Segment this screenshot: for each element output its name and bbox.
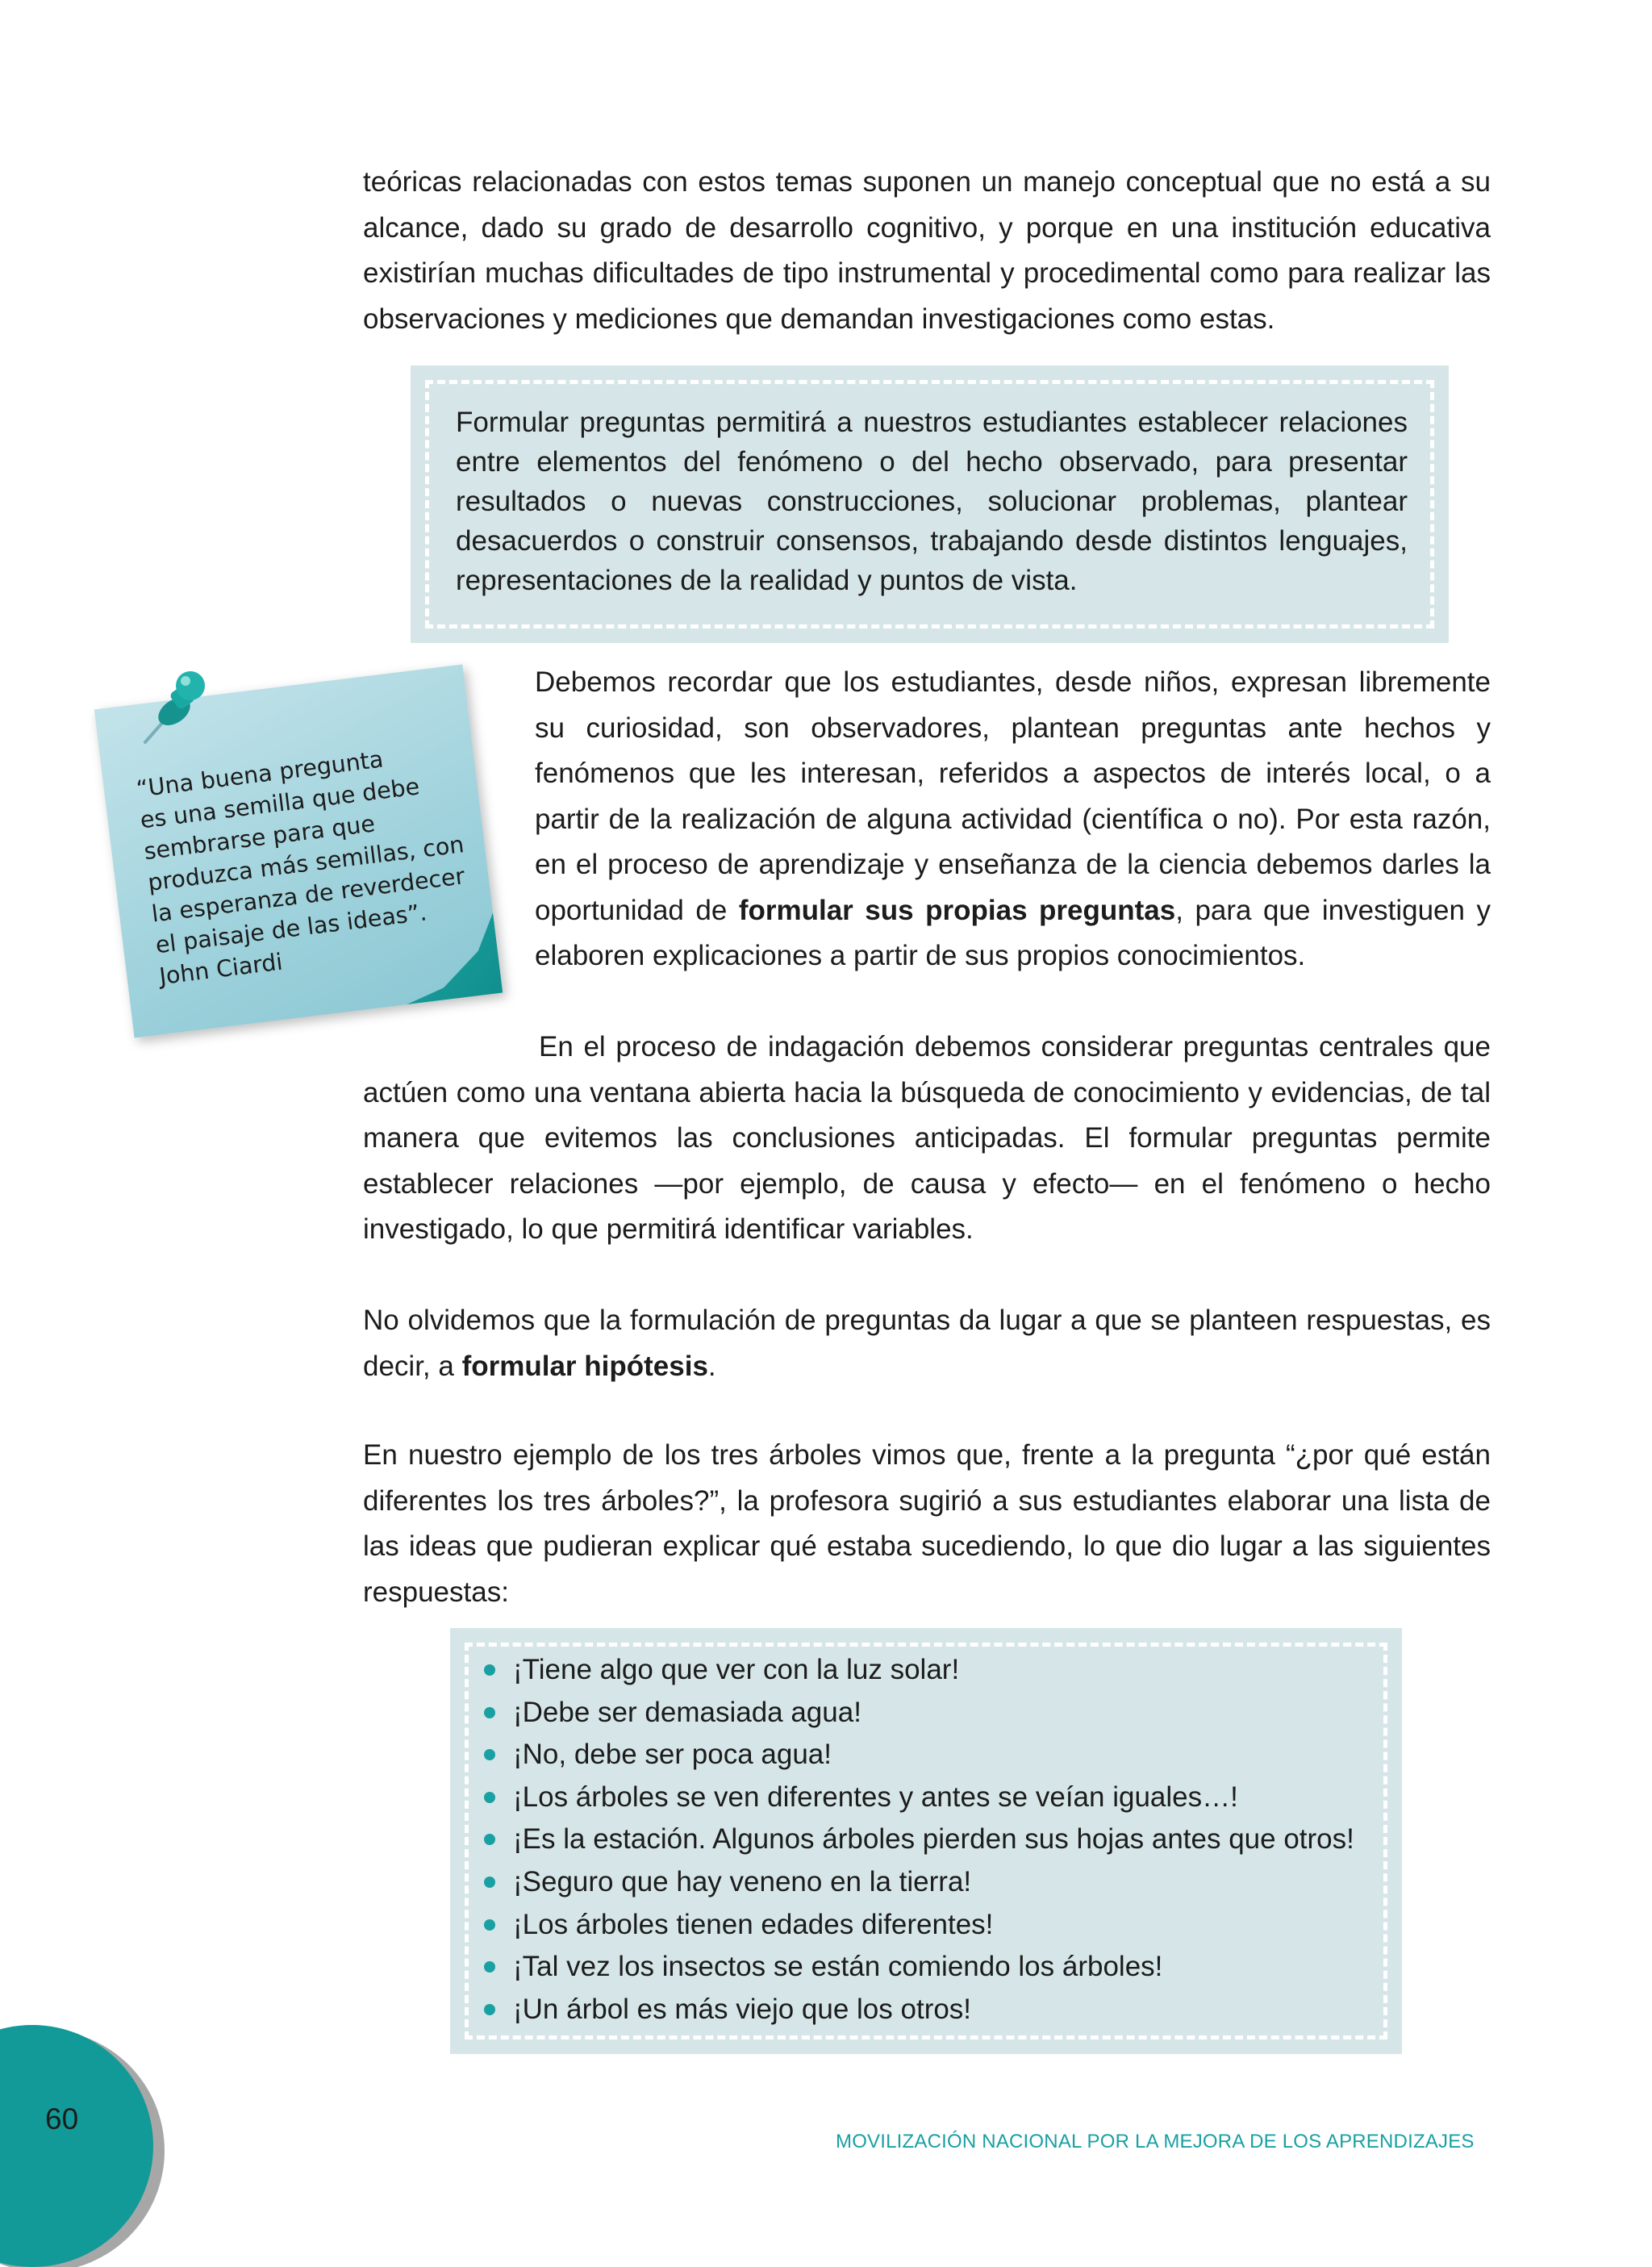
paragraph-ejemplo-arboles: En nuestro ejemplo de los tres árboles vimos que, frente a la pregunta “¿por qué están diferentes los tres árboles?”, la profesora sugirió a sus estudiantes elaborar una lista de las ideas que pudieran explicar qué estaba sucediendo, lo que dio lugar a las siguientes respuestas: [363,1439,1491,1608]
bullet-icon [484,1749,495,1760]
bullet-icon [484,1961,495,1973]
paragraph-indagacion: En el proceso de indagación debemos considerar preguntas centrales que actúen como una ventana abierta hacia la búsqueda de conocimiento y evidencias, de tal manera que evitemos las conclusiones anticipadas. El formular preguntas permite establecer relaciones —por ejemplo, de causa y efecto— en el fenómeno o hecho investigado, lo que permitirá identificar variables. [363,1031,1491,1245]
bullet-icon [484,1919,495,1931]
list-item: ¡Tiene algo que ver con la luz solar! [484,1649,1354,1692]
highlight-formular-preguntas: formular sus propias preguntas [738,894,1176,926]
paragraph-intro: teóricas relacionadas con estos temas suponen un manejo conceptual que no está a su alcance, dado su grado de desarrollo cognitivo, y porque en una institución educativa existirían muchas dificultades de tipo instrumental y procedimental como para realizar las observaciones y mediciones que demandan investigaciones como estas. [363,166,1491,335]
list-item: ¡No, debe ser poca agua! [484,1734,1354,1776]
list-item: ¡Tal vez los insectos se están comiendo los árboles! [484,1946,1354,1989]
page-number: 60 [45,2102,79,2135]
paragraph-curiosidad-end: , para que investiguen y elaboren explicaciones a partir de sus propios conocimientos. [535,894,1491,971]
list-item: ¡Es la estación. Algunos árboles pierden sus hojas antes que otros! [484,1818,1354,1861]
list-item: ¡Los árboles se ven diferentes y antes se veían iguales…! [484,1776,1354,1819]
list-item: ¡Debe ser demasiada agua! [484,1692,1354,1735]
bullet-icon [484,1834,495,1845]
responses-list [484,1649,1354,2031]
sticky-note [105,670,524,1041]
callout-formular-preguntas [411,365,1449,643]
pushpin-icon [121,670,218,758]
bullet-icon [484,1877,495,1888]
highlight-formular-hipotesis: formular hipótesis [461,1350,708,1382]
footer-title: MOVILIZACIÓN NACIONAL POR LA MEJORA DE LOS APRENDIZAJES [836,2131,1475,2152]
list-item: ¡Seguro que hay veneno en la tierra! [484,1861,1354,1904]
sticky-note-quote: “Una buena pregunta es una semilla que debe sembrarse para que produzca más semillas, con la esperanza de reverdecer el paisaje de las ideas”. John Ciardi [135,745,466,991]
callout-text: Formular preguntas permitirá a nuestros estudiantes establecer relaciones entre elementos del fenómeno o del hecho observado, para presentar resultados o nuevas construcciones, solucionar problemas, plantear desacuerdos o construir consensos, trabajando desde distintos lenguajes, representaciones de la realidad y puntos de vista. [456,407,1408,596]
list-item: ¡Los árboles tienen edades diferentes! [484,1904,1354,1947]
bullet-icon [484,1707,495,1718]
paragraph-hipotesis-end: . [707,1350,716,1382]
paragraph-hipotesis [363,1298,1491,1389]
responses-box [450,1628,1402,2054]
paragraph-hipotesis-text: No olvidemos que la formulación de preguntas da lugar a que se planteen respuestas, es decir, a [363,1305,1491,1382]
bullet-icon [484,1664,495,1676]
page-number-badge [0,2025,153,2267]
bullet-icon [484,1792,495,1803]
bullet-icon [484,2004,495,2015]
paragraph-curiosidad-text: Debemos recordar que los estudiantes, desde niños, expresan libremente su curiosidad, son observadores, plantean preguntas ante hechos y fenómenos que les interesan, referidos a aspectos de interés local, o a partir de la realización de alguna actividad (científica o no). Por esta razón, en el proceso de aprendizaje y enseñanza de la ciencia debemos darles la oportunidad de [535,666,1491,926]
paragraph-curiosidad [535,660,1491,979]
list-item: ¡Un árbol es más viejo que los otros! [484,1989,1354,2031]
